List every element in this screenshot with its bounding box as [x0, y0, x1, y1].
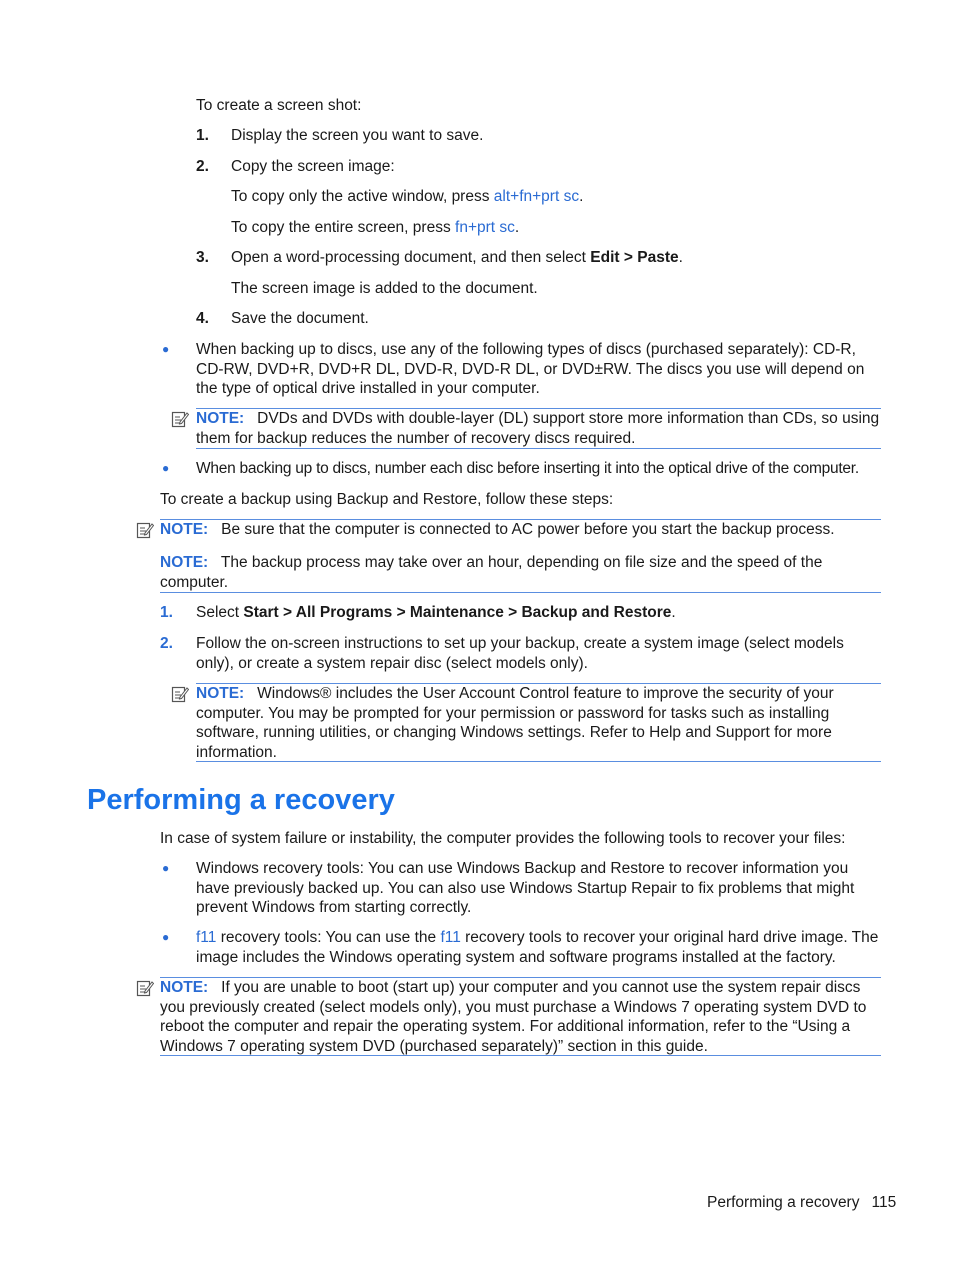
note-ac	[160, 520, 881, 540]
step-text: Display the screen you want to save.	[231, 127, 484, 144]
note-uac-text: Windows® includes the User Account Control feature to improve the security of your computer. You may be prompted for your permission or password for tasks such as installing software, running utilities, or changing Windows settings. Refer to Help and Support for more information.	[196, 685, 834, 761]
section-heading: Performing a recovery	[87, 784, 395, 816]
bullet-icon: ●	[162, 861, 170, 875]
step-text-pre: Select	[196, 604, 244, 621]
note-rule-bottom	[160, 1055, 881, 1056]
note-uac	[196, 684, 881, 762]
bullet-f11-mid: recovery tools: You can use the	[216, 929, 441, 946]
intro-text: To create a screen shot:	[196, 97, 362, 114]
note-label: NOTE:	[160, 521, 209, 538]
note-hour-text: The backup process may take over an hour, depending on file size and the speed of the computer.	[160, 554, 823, 591]
page-number: 115	[871, 1194, 897, 1211]
step-number: 2.	[196, 158, 209, 175]
note-dvd-text: DVDs and DVDs with double-layer (DL) support store more information than CDs, so using them for backup reduces the number of recovery discs required.	[196, 410, 880, 447]
note-icon	[136, 521, 154, 539]
step-text: Copy the screen image:	[231, 158, 395, 175]
backup-intro: To create a backup using Backup and Restore, follow these steps:	[160, 491, 614, 508]
copy-entire-text	[231, 218, 519, 238]
menu-path: Start > All Programs > Maintenance > Backup and Restore	[243, 604, 672, 621]
step-number: 1.	[160, 604, 173, 621]
step-number: 4.	[196, 310, 209, 327]
key-f11: f11	[440, 929, 461, 946]
note-label: NOTE:	[160, 554, 209, 571]
note-rule-bottom	[160, 592, 881, 593]
step-text: Save the document.	[231, 310, 369, 327]
note-icon	[171, 685, 189, 703]
step-text-pre: Open a word-processing document, and then select	[231, 249, 591, 266]
bullet-windows-text: Windows recovery tools: You can use Windows Backup and Restore to recover information you have previously backed up. You can also use Windows Startup Repair to fix problems that might prevent Windows from starting correctly.	[196, 860, 855, 916]
note-boot-text: If you are unable to boot (start up) your computer and you cannot use the system repair discs you previously created (select models only), you must purchase a Windows 7 operating system DVD to reboot the computer and repair the operating system. For additional information, refer to the “Using a Windows 7 operating system DVD (purchased separately)” section in this guide.	[160, 979, 867, 1055]
bullet-f11-text	[196, 928, 884, 967]
bullet-f11-post: recovery tools to recover your original hard drive image. The image includes the Windows operating system and software programs installed at the factory.	[196, 929, 879, 966]
note-icon	[171, 410, 189, 428]
note-label: NOTE:	[196, 410, 245, 427]
copy-active-text	[231, 187, 583, 207]
note-ac-text: Be sure that the computer is connected to AC power before you start the backup process.	[221, 521, 835, 538]
copy-active-pre: To copy only the active window, press	[231, 188, 494, 205]
step-number: 2.	[160, 635, 173, 652]
footer-section: Performing a recovery	[707, 1194, 860, 1211]
key-f11: f11	[196, 929, 217, 946]
copy-entire-post: .	[514, 219, 520, 236]
note-boot	[160, 978, 884, 1056]
step-text-post: .	[671, 604, 676, 621]
copy-entire-pre: To copy the entire screen, press	[231, 219, 456, 236]
key-combo-alt-fn-prtsc: alt+fn+prt sc	[493, 188, 580, 205]
step-number: 3.	[196, 249, 209, 266]
page-footer	[707, 1193, 896, 1213]
note-rule-bottom	[196, 761, 881, 762]
bullet-discs-text: When backing up to discs, use any of the following types of discs (purchased separately): CD-R, CD-RW, DVD+R, DVD+R DL, DVD-R, DVD-R DL, or DVD±RW. The discs you use will depend on the type of optical drive installed in your computer.	[196, 341, 865, 397]
recovery-intro: In case of system failure or instability, the computer provides the following tools to recover your files:	[160, 830, 846, 847]
note-label: NOTE:	[196, 685, 245, 702]
note-hour	[160, 553, 881, 592]
bullet-icon: ●	[162, 461, 170, 475]
key-combo-fn-prtsc: fn+prt sc	[455, 219, 515, 236]
bullet-icon: ●	[162, 342, 170, 356]
step-text: Follow the on-screen instructions to set up your backup, create a system image (select models only), or create a system repair disc (select models only).	[196, 635, 844, 672]
step-number: 1.	[196, 127, 209, 144]
step-text	[196, 603, 676, 623]
added-text: The screen image is added to the document.	[231, 280, 538, 297]
note-rule-bottom	[196, 448, 881, 449]
bullet-icon: ●	[162, 930, 170, 944]
menu-path: Edit > Paste	[590, 249, 679, 266]
note-icon	[136, 979, 154, 997]
bullet-number-text: When backing up to discs, number each disc before inserting it into the optical drive of the computer.	[196, 460, 859, 477]
step-text-post: .	[678, 249, 683, 266]
note-label: NOTE:	[160, 979, 209, 996]
copy-active-post: .	[579, 188, 584, 205]
step-text	[231, 248, 683, 268]
note-dvd	[196, 409, 881, 448]
